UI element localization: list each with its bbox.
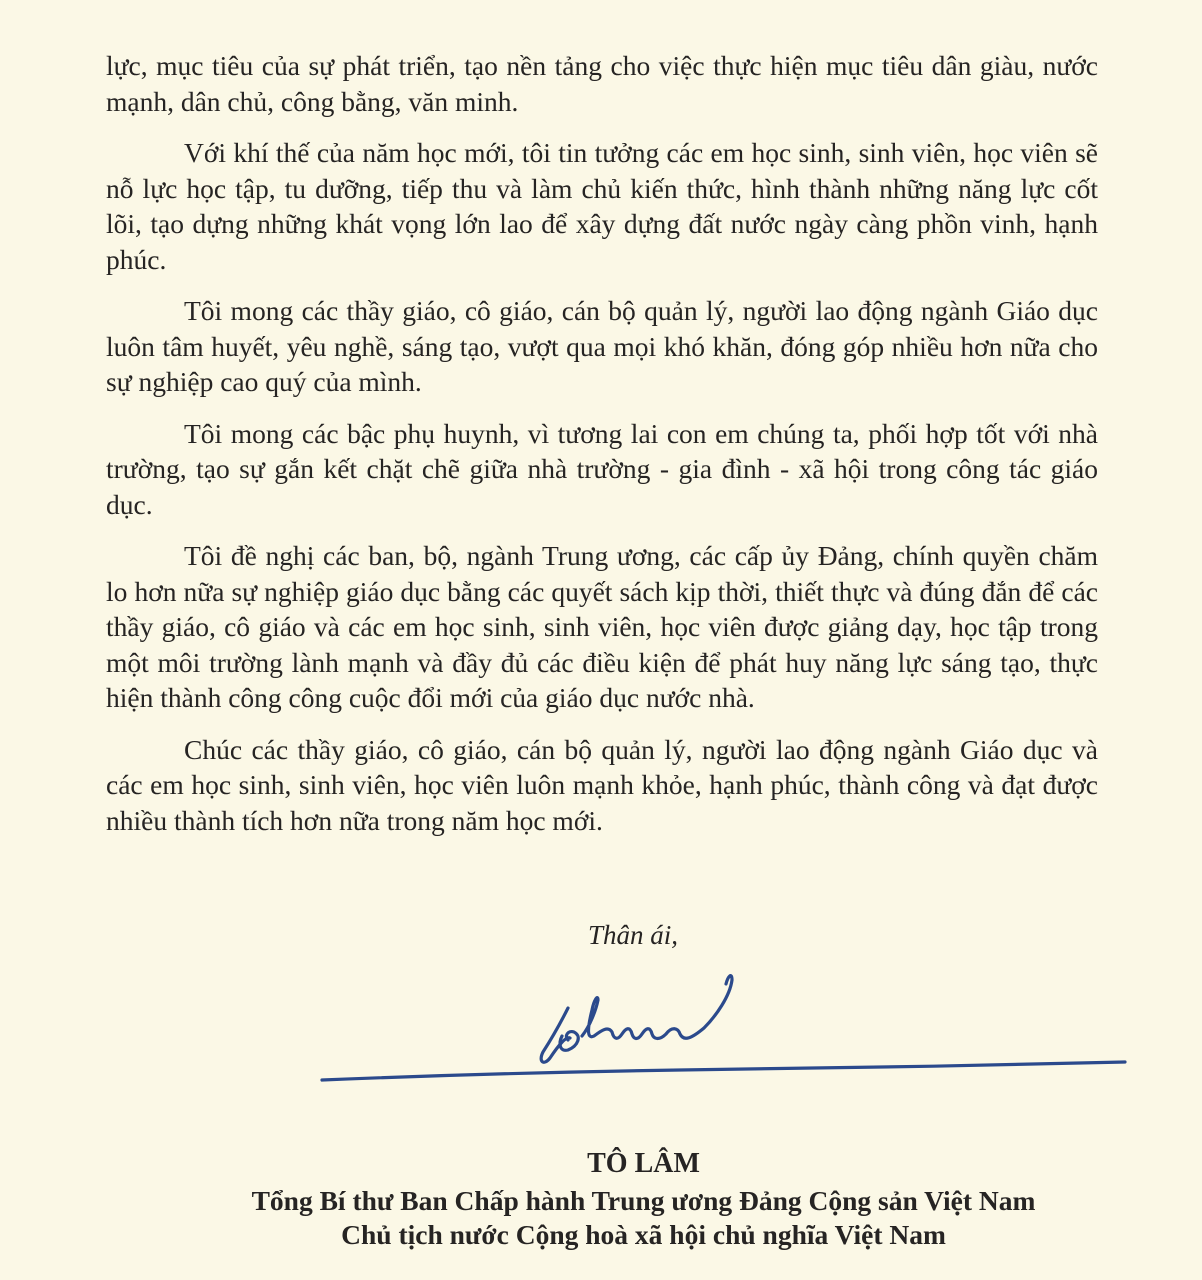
paragraph-2: Với khí thế của năm học mới, tôi tin tưởng các em học sinh, sinh viên, học viên sẽ nỗ lực học tập, tu dưỡng, tiếp thu và làm chủ kiến thức, hình thành những năng lực cốt lõi, tạo dựng những khát vọng lớn lao để xây dựng đất nước ngày càng phồn vinh, hạnh phúc. [106, 137, 1098, 275]
signer-title-1: Tổng Bí thư Ban Chấp hành Trung ương Đảng Cộng sản Việt Nam [251, 1185, 1036, 1216]
signer-name: TÔ LÂM [587, 1148, 700, 1179]
paragraph-5: Tôi đề nghị các ban, bộ, ngành Trung ương, các cấp ủy Đảng, chính quyền chăm lo hơn nữa sự nghiệp giáo dục bằng các quyết sách kịp thời, thiết thực và đúng đắn để các thầy giáo, cô giáo và các em học sinh, sinh viên, học viên được giảng dạy, học tập trong một môi trường lành mạnh và đầy đủ các điều kiện để phát huy năng lực sáng tạo, thực hiện thành công công cuộc đổi mới của giáo dục nước nhà. [106, 540, 1098, 713]
closing-salutation: Thân ái, [588, 920, 679, 950]
signer-title-2: Chủ tịch nước Cộng hoà xã hội chủ nghĩa Việt Nam [341, 1219, 946, 1250]
paragraph-6: Chúc các thầy giáo, cô giáo, cán bộ quản lý, người lao động ngành Giáo dục và các em học sinh, sinh viên, học viên luôn mạnh khỏe, hạnh phúc, thành công và đạt được nhiều thành tích hơn nữa trong năm học mới. [106, 733, 1098, 836]
paragraph-1: lực, mục tiêu của sự phát triển, tạo nền tảng cho việc thực hiện mục tiêu dân giàu, nước mạnh, dân chủ, công bằng, văn minh. [106, 50, 1098, 117]
letter-body [106, 48, 1098, 854]
handwritten-signature [300, 940, 1160, 1120]
paragraph-3: Tôi mong các thầy giáo, cô giáo, cán bộ quản lý, người lao động ngành Giáo dục luôn tâm huyết, yêu nghề, sáng tạo, vượt qua mọi khó khăn, đóng góp nhiều hơn nữa cho sự nghiệp cao quý của mình. [106, 295, 1098, 397]
paragraph-4: Tôi mong các bậc phụ huynh, vì tương lai con em chúng ta, phối hợp tốt với nhà trường, tạo sự gắn kết chặt chẽ giữa nhà trường - gia đình - xã hội trong công tác giáo dục. [106, 417, 1098, 520]
signature-block [106, 1144, 1181, 1252]
